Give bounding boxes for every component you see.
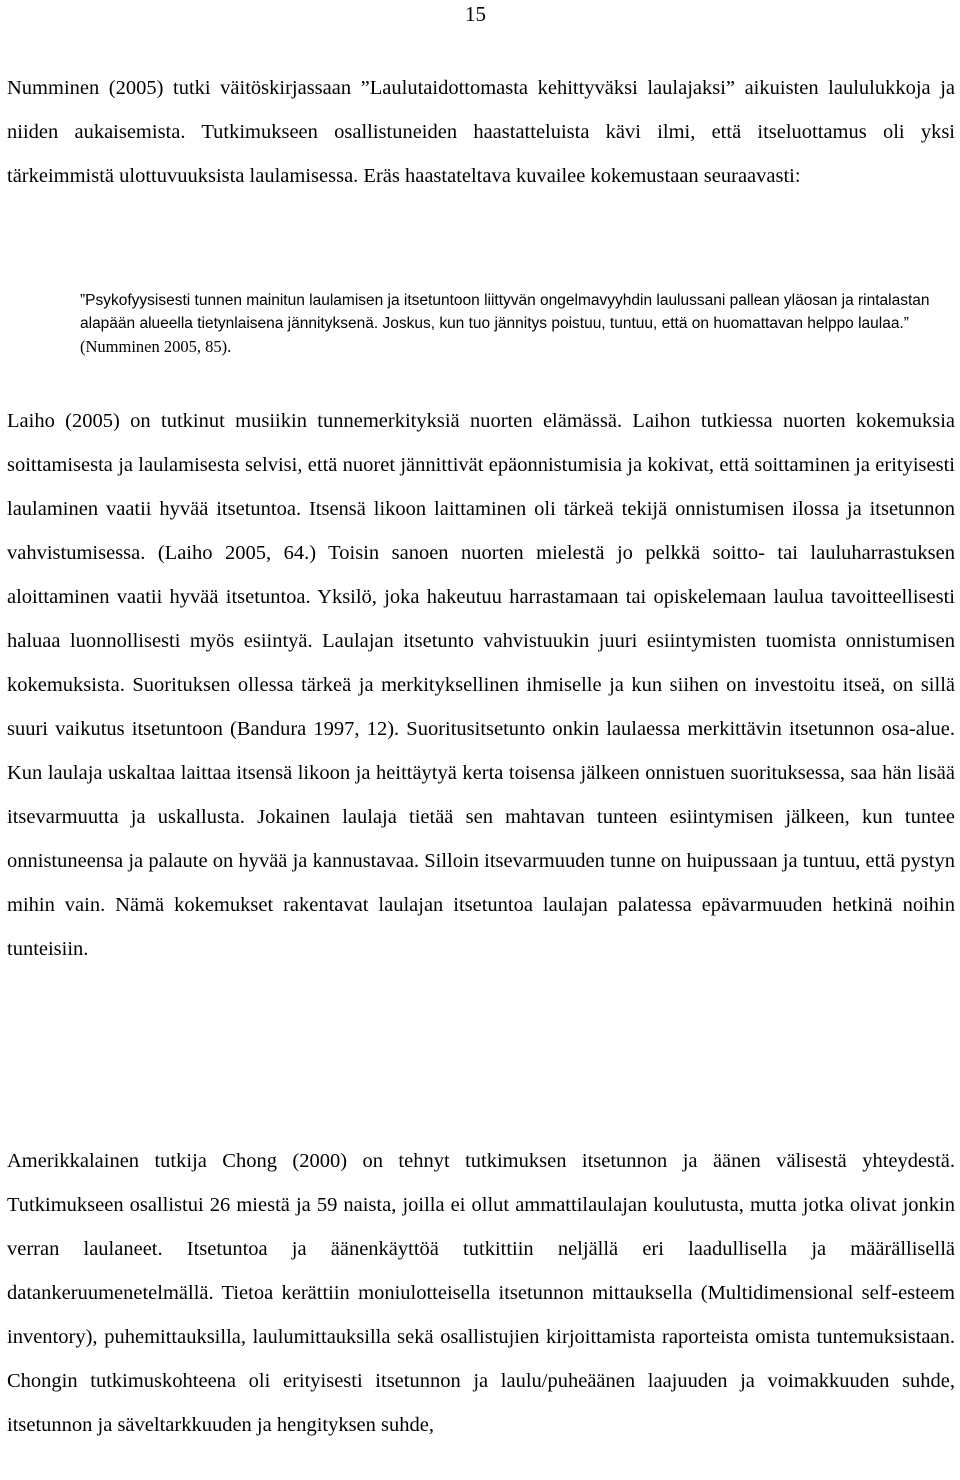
paragraph-numminen: Numminen (2005) tutki väitöskirjassaan ”Laulutaidottomasta kehittyväksi laulajaksi” aikuisten laululukkoja ja niiden aukaisemista. Tutkimukseen osallistuneiden haastatteluista kävi ilmi, että itseluottamus oli yksi tärkeimmistä ulottuvuuksista laulamisessa. Eräs haastateltava kuvailee kokemustaan seuraavasti: <box>7 77 955 187</box>
paragraph-laiho: Laiho (2005) on tutkinut musiikin tunnemerkityksiä nuorten elämässä. Laihon tutkiessa nuorten kokemuksia soittamisesta ja laulamisesta selvisi, että nuoret jännittivät epäonnistumisia ja kokivat, että soittaminen ja erityisesti laulaminen vaatii hyvää itsetuntoa. Itsensä likoon laittaminen oli tärkeä tekijä onnistumisen ilossa ja itsetunnon vahvistumisessa. (Laiho 2005, 64.) Toisin sanoen nuorten mielestä jo pelkkä soitto- tai lauluharrastuksen aloittaminen vaatii hyvää itsetuntoa. Yksilö, joka hakeutuu harrastamaan tai opiskelemaan laulua tavoitteellisesti haluaa luonnollisesti myös esiintyä. Laulajan itsetunto vahvistuukin juuri esiintymisten tuomista onnistumisen kokemuksista. Suorituksen ollessa tärkeä ja merkityksellinen ihmiselle ja kun siihen on investoitu itseä, on sillä suuri vaikutus itsetuntoon (Bandura 1997, 12). Suoritusitsetunto onkin laulaessa merkittävin itsetunnon osa-alue. Kun laulaja uskaltaa laittaa itsensä likoon ja heittäytyä kerta toisensa jälkeen onnistuen suorituksessa, saa hän lisää itsevarmuutta ja uskallusta. Jokainen laulaja tietää sen mahtavan tunteen esiintymisen jälkeen, kun tuntee onnistuneensa ja palaute on hyvää ja kannustavaa. Silloin itsevarmuuden tunne on huipussaan ja tuntuu, että pystyn mihin vain. Nämä kokemukset rakentavat laulajan itsetuntoa laulajan palatessa epävarmuuden hetkinä noihin tunteisiin. <box>7 410 955 960</box>
quote-citation: (Numminen 2005, 85). <box>80 337 232 356</box>
paragraph-chong: Amerikkalainen tutkija Chong (2000) on tehnyt tutkimuksen itsetunnon ja äänen välisestä yhteydestä. Tutkimukseen osallistui 26 miestä ja 59 naista, joilla ei ollut ammattilaulajan koulutusta, mutta jotka olivat jonkin verran laulaneet. Itsetuntoa ja äänenkäyttöä tutkittiin neljällä eri laadullisella ja määrällisellä datankeruumenetelmällä. Tietoa kerättiin moniulotteisella itsetunnon mittauksella (Multidimensional self-esteem inventory), puhemittauksilla, laulumittauksilla sekä osallistujien kirjoittamista raporteista omista tuntemuksistaan. Chongin tutkimuskohteena oli erityisesti itsetunnon ja laulu/puheäänen laajuuden ja voimakkuuden suhde, itsetunnon ja säveltarkkuuden ja hengityksen suhde, <box>7 1150 955 1436</box>
block-quote <box>80 289 955 359</box>
page-number: 15 <box>465 2 486 26</box>
quote-text: ”Psykofyysisesti tunnen mainitun laulamisen ja itsetuntoon liittyvän ongelmavyyhdin laulussani pallean yläosan ja rintalastan alapään alueella tietynlaisena jännityksenä. Joskus, kun tuo jännitys poistuu, tuntuu, että on huomattavan helppo laulaa.” <box>80 292 930 332</box>
